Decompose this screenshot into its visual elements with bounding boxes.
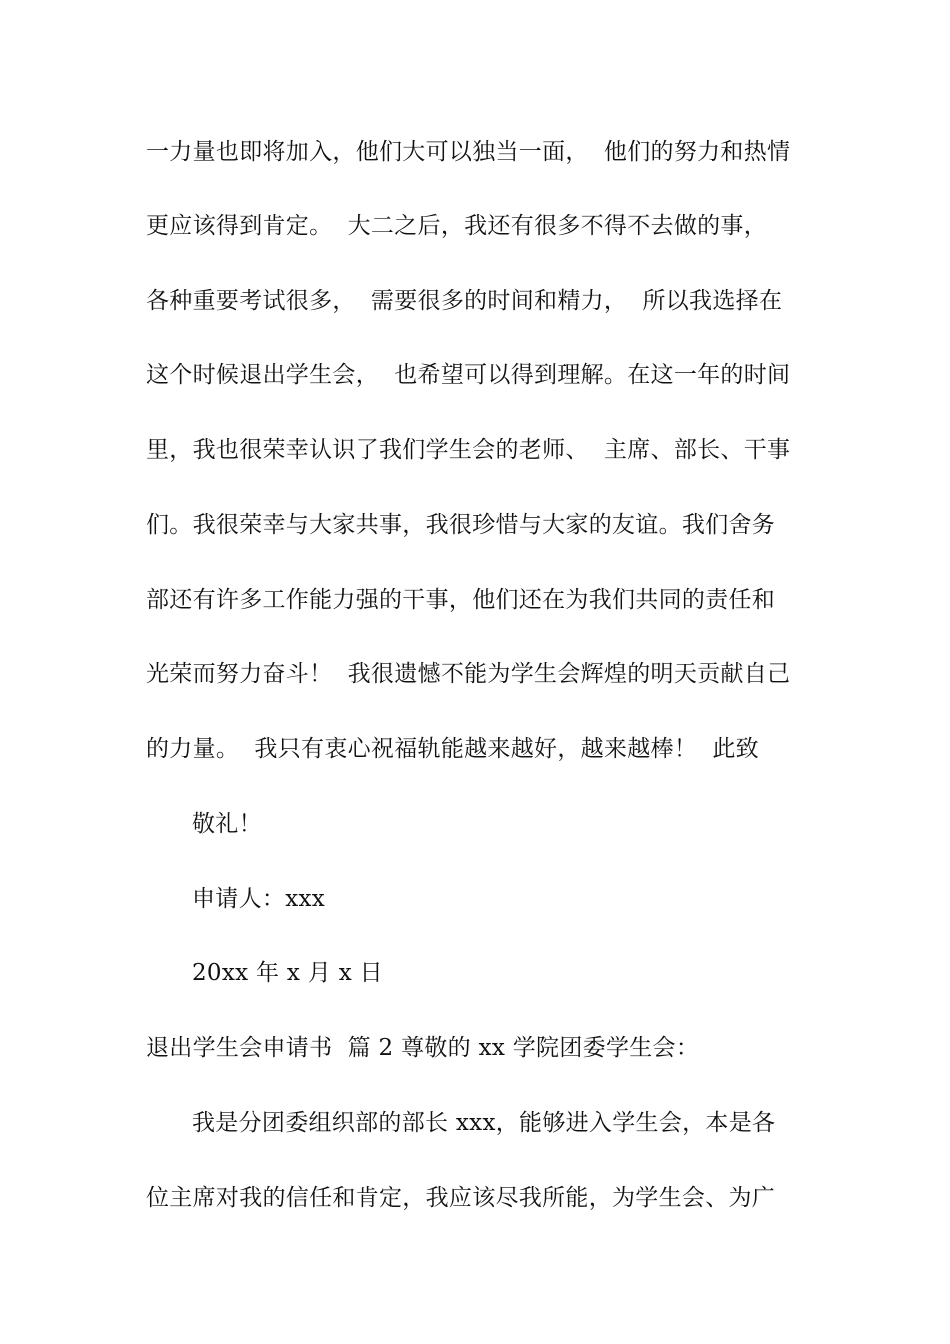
- closing-salutation: 敬礼！: [192, 811, 262, 837]
- body-line-6: 们。我很荣幸与大家共事，我很珍惜与大家的友谊。我们舍务: [146, 512, 776, 538]
- paragraph2-line-2: 位主席对我的信任和肯定，我应该尽我所能，为学生会、为广: [146, 1185, 776, 1211]
- body-line-9: 的力量。 我只有衷心祝福轨能越来越好，越来越棒！ 此致: [146, 736, 759, 762]
- document-date: 20xx 年 x 月 x 日: [192, 960, 383, 986]
- body-line-4: 这个时候退出学生会， 也希望可以得到理解。在这一年的时间: [146, 362, 791, 388]
- body-line-2: 更应该得到肯定。 大二之后，我还有很多不得不去做的事，: [146, 213, 768, 239]
- body-line-5: 里，我也很荣幸认识了我们学生会的老师、 主席、部长、干事: [146, 437, 791, 463]
- section-title: 退出学生会申请书 篇 2 尊敬的 xx 学院团委学生会：: [146, 1035, 700, 1061]
- paragraph2-line-1: 我是分团委组织部的部长 xxx，能够进入学生会，本是各: [192, 1110, 776, 1136]
- body-line-1: 一力量也即将加入，他们大可以独当一面， 他们的努力和热情: [146, 139, 791, 165]
- applicant-signature: 申请人：xxx: [192, 886, 326, 912]
- body-line-8: 光荣而努力奋斗！ 我很遗憾不能为学生会辉煌的明天贡献自己: [146, 661, 791, 687]
- body-line-3: 各种重要考试很多， 需要很多的时间和精力， 所以我选择在: [146, 288, 783, 314]
- body-line-7: 部还有许多工作能力强的干事，他们还在为我们共同的责任和: [146, 587, 776, 613]
